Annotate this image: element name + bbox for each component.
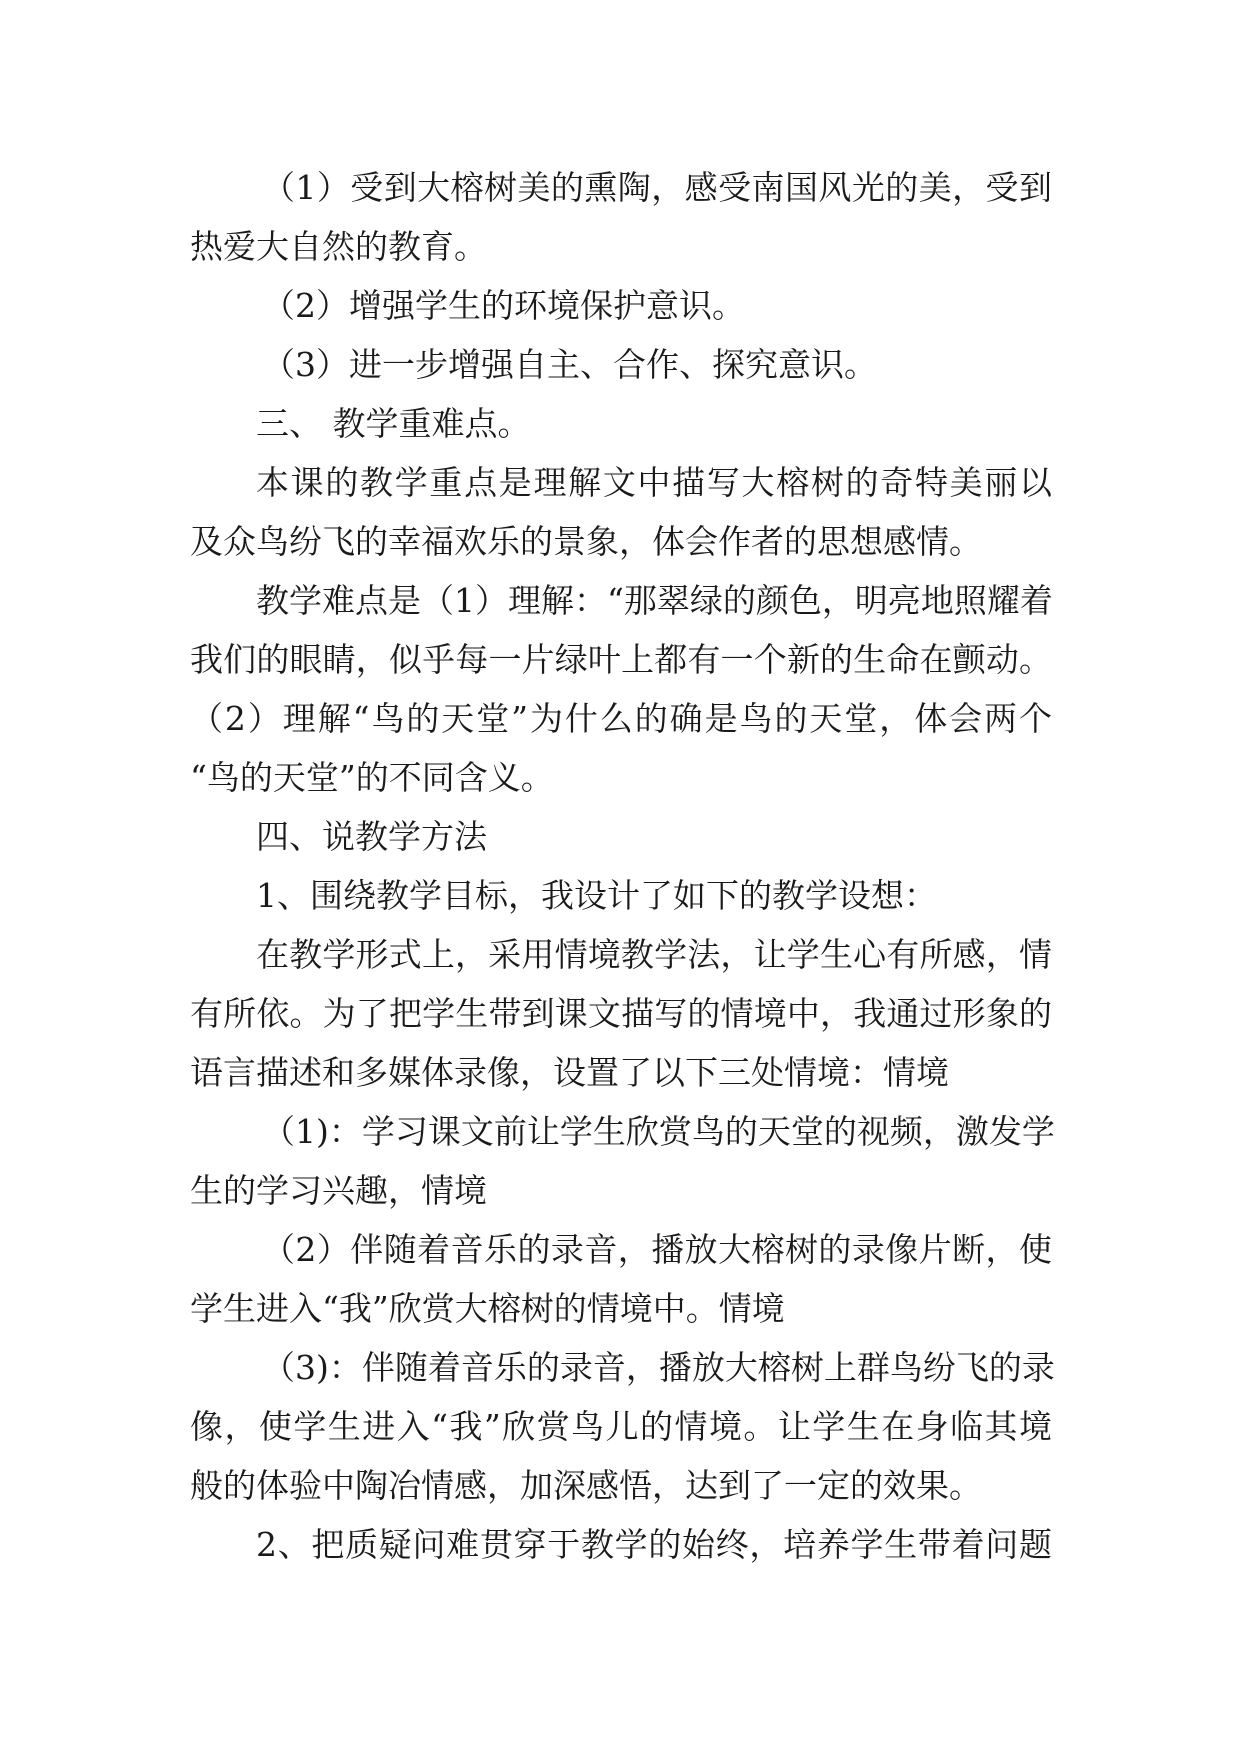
text-line: 2、把质疑问难贯穿于教学的始终，培养学生带着问题 (256, 1525, 1052, 1564)
text-line: 学生进入“我”欣赏大榕树的情境中。情境 (190, 1289, 785, 1328)
text-line: 1、围绕教学目标，我设计了如下的教学设想： (256, 876, 937, 915)
text-line: （1)：学习课文前让学生欣赏鸟的天堂的视频，激发学 (262, 1112, 1055, 1151)
text-line: 及众鸟纷飞的幸福欢乐的景象，体会作者的思想感情。 (190, 522, 982, 561)
text-line: 像，使学生进入“我”欣赏鸟儿的情境。让学生在身临其境 (190, 1407, 1052, 1446)
text-line: 本课的教学重点是理解文中描写大榕树的奇特美丽以 (256, 463, 1052, 502)
text-line: 我们的眼睛，似乎每一片绿叶上都有一个新的生命在颤动。 (190, 640, 1052, 679)
text-line: “鸟的天堂”的不同含义。 (190, 758, 554, 797)
text-line: 热爱大自然的教育。 (190, 227, 487, 266)
text-line: 生的学习兴趣，情境 (190, 1171, 487, 1210)
text-line: （2）伴随着音乐的录音，播放大榕树的录像片断，使 (262, 1230, 1052, 1269)
document-body (190, 158, 1055, 1574)
text-line: （2）增强学生的环境保护意识。 (262, 286, 745, 325)
text-line: （2）理解“鸟的天堂”为什么的确是鸟的天堂，体会两个 (190, 699, 1052, 738)
text-line: （3）进一步增强自主、合作、探究意识。 (262, 345, 877, 384)
text-line: 有所依。为了把学生带到课文描写的情境中，我通过形象的 (190, 994, 1052, 1033)
text-line: （3)：伴随着音乐的录音，播放大榕树上群鸟纷飞的录 (262, 1348, 1055, 1387)
text-line: （1）受到大榕树美的熏陶，感受南国风光的美，受到 (262, 168, 1052, 207)
text-line: 三、 教学重难点。 (256, 404, 531, 443)
text-line: 在教学形式上，采用情境教学法，让学生心有所感，情 (256, 935, 1052, 974)
text-line: 般的体验中陶冶情感，加深感悟，达到了一定的效果。 (190, 1466, 982, 1505)
text-line: 四、说教学方法 (256, 817, 487, 856)
text-line: 教学难点是（1）理解：“那翠绿的颜色，明亮地照耀着 (256, 581, 1053, 620)
text-line: 语言描述和多媒体录像，设置了以下三处情境：情境 (190, 1053, 949, 1092)
